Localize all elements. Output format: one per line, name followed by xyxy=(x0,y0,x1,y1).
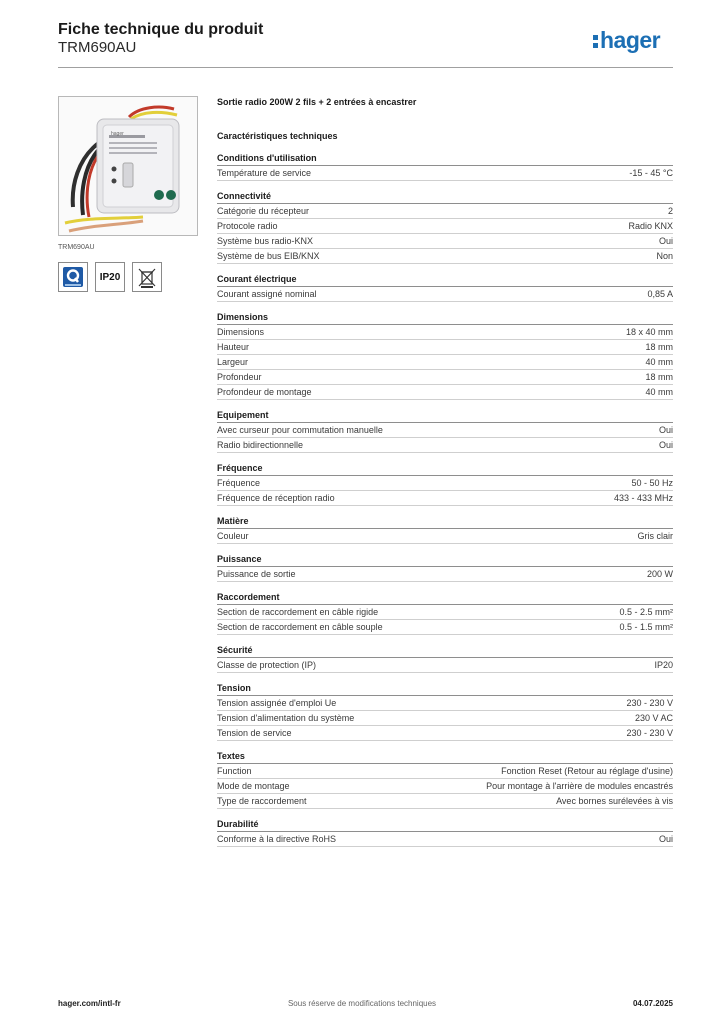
spec-value: 40 mm xyxy=(645,387,673,397)
section-title: Dimensions xyxy=(217,311,673,325)
spec-row xyxy=(217,529,673,544)
spec-section xyxy=(217,462,673,506)
spec-row xyxy=(217,794,673,809)
spec-label: Tension de service xyxy=(217,728,292,738)
technical-characteristics-heading: Caractéristiques techniques xyxy=(217,131,338,141)
spec-label: Avec curseur pour commutation manuelle xyxy=(217,425,383,435)
footer-website: hager.com/intl-fr xyxy=(58,999,121,1008)
section-title: Textes xyxy=(217,750,673,764)
spec-value: 0,85 A xyxy=(647,289,673,299)
spec-value: 40 mm xyxy=(645,357,673,367)
spec-row xyxy=(217,658,673,673)
spec-value: 50 - 50 Hz xyxy=(631,478,673,488)
spec-label: Système bus radio-KNX xyxy=(217,236,314,246)
spec-row xyxy=(217,726,673,741)
spec-row xyxy=(217,325,673,340)
product-image xyxy=(58,96,198,236)
spec-row xyxy=(217,166,673,181)
spec-label: Radio bidirectionnelle xyxy=(217,440,304,450)
image-caption: TRM690AU xyxy=(58,244,95,251)
footer-date: 04.07.2025 xyxy=(632,999,673,1008)
spec-label: Function xyxy=(217,766,252,776)
spec-label: Classe de protection (IP) xyxy=(217,660,317,670)
section-title: Fréquence xyxy=(217,462,673,476)
image-brand-label: hager xyxy=(111,131,124,137)
spec-sections xyxy=(217,152,673,847)
section-title: Matière xyxy=(217,515,673,529)
spec-value: Non xyxy=(656,251,673,261)
spec-row xyxy=(217,370,673,385)
certification-badges xyxy=(58,262,162,292)
spec-row xyxy=(217,355,673,370)
spec-label: Catégorie du récepteur xyxy=(217,206,310,216)
spec-label: Profondeur de montage xyxy=(217,387,312,397)
spec-section xyxy=(217,409,673,453)
spec-label: Dimensions xyxy=(217,327,265,337)
spec-section xyxy=(217,553,673,582)
spec-label: Couleur xyxy=(217,531,249,541)
spec-label: Système de bus EIB/KNX xyxy=(217,251,320,261)
spec-row xyxy=(217,491,673,506)
product-reference: TRM690AU xyxy=(58,39,137,56)
spec-value: 200 W xyxy=(646,569,673,579)
spec-section xyxy=(217,190,673,264)
spec-row xyxy=(217,438,673,453)
spec-value: -15 - 45 °C xyxy=(629,168,673,178)
spec-label: Tension d'alimentation du système xyxy=(217,713,355,723)
spec-value: Oui xyxy=(658,834,673,844)
spec-value: 2 xyxy=(667,206,673,216)
spec-row xyxy=(217,605,673,620)
spec-value: 18 mm xyxy=(645,372,673,382)
spec-value: 433 - 433 MHz xyxy=(613,493,673,503)
spec-row xyxy=(217,219,673,234)
spec-value: Oui xyxy=(658,440,673,450)
spec-section xyxy=(217,644,673,673)
section-title: Tension xyxy=(217,682,673,696)
spec-section xyxy=(217,515,673,544)
spec-row xyxy=(217,340,673,355)
spec-label: Température de service xyxy=(217,168,312,178)
spec-row xyxy=(217,711,673,726)
spec-section xyxy=(217,750,673,809)
spec-row xyxy=(217,567,673,582)
spec-label: Hauteur xyxy=(217,342,250,352)
footer-notice: Sous réserve de modifications techniques xyxy=(287,999,437,1008)
spec-label: Fréquence xyxy=(217,478,261,488)
product-description: Sortie radio 200W 2 fils + 2 entrées à encastrer xyxy=(217,97,417,107)
section-title: Conditions d'utilisation xyxy=(217,152,673,166)
spec-section xyxy=(217,818,673,847)
section-title: Equipement xyxy=(217,409,673,423)
section-title: Durabilité xyxy=(217,818,673,832)
spec-label: Section de raccordement en câble souple xyxy=(217,622,383,632)
section-title: Courant électrique xyxy=(217,273,673,287)
spec-row xyxy=(217,476,673,491)
spec-value: 18 x 40 mm xyxy=(625,327,673,337)
ip20-badge: IP20 xyxy=(95,262,125,292)
spec-row xyxy=(217,779,673,794)
section-title: Raccordement xyxy=(217,591,673,605)
spec-value: IP20 xyxy=(654,660,673,670)
hager-logo xyxy=(593,27,660,53)
spec-value: Pour montage à l'arrière de modules encastrés xyxy=(486,781,673,791)
spec-label: Type de raccordement xyxy=(217,796,307,806)
spec-value: 0.5 - 1.5 mm² xyxy=(619,622,673,632)
spec-value: Avec bornes surélevées à vis xyxy=(556,796,673,806)
spec-value: 230 - 230 V xyxy=(626,728,673,738)
spec-row xyxy=(217,385,673,400)
spec-label: Puissance de sortie xyxy=(217,569,296,579)
spec-value: Fonction Reset (Retour au réglage d'usine) xyxy=(501,766,673,776)
logo-text: hager xyxy=(600,27,661,53)
section-title: Connectivité xyxy=(217,190,673,204)
logo-dots-icon xyxy=(593,32,599,49)
spec-label: Profondeur xyxy=(217,372,262,382)
spec-label: Tension assignée d'emploi Ue xyxy=(217,698,337,708)
weee-bin-icon xyxy=(132,262,162,292)
spec-section xyxy=(217,273,673,302)
spec-row xyxy=(217,287,673,302)
spec-value: Oui xyxy=(658,425,673,435)
section-title: Sécurité xyxy=(217,644,673,658)
spec-label: Section de raccordement en câble rigide xyxy=(217,607,379,617)
spec-section xyxy=(217,591,673,635)
spec-value: Gris clair xyxy=(637,531,673,541)
spec-value: 230 - 230 V xyxy=(626,698,673,708)
spec-section xyxy=(217,152,673,181)
spec-row xyxy=(217,234,673,249)
spec-value: 18 mm xyxy=(645,342,673,352)
spec-row xyxy=(217,764,673,779)
qualite-icon xyxy=(58,262,88,292)
spec-row xyxy=(217,204,673,219)
spec-value: 0.5 - 2.5 mm² xyxy=(619,607,673,617)
spec-value: 230 V AC xyxy=(634,713,673,723)
spec-label: Mode de montage xyxy=(217,781,290,791)
spec-row xyxy=(217,696,673,711)
spec-value: Radio KNX xyxy=(628,221,673,231)
spec-section xyxy=(217,682,673,741)
spec-label: Courant assigné nominal xyxy=(217,289,317,299)
section-title: Puissance xyxy=(217,553,673,567)
spec-value: Oui xyxy=(658,236,673,246)
spec-row xyxy=(217,249,673,264)
spec-row xyxy=(217,832,673,847)
document-title: Fiche technique du produit xyxy=(58,21,264,38)
spec-row xyxy=(217,620,673,635)
header-divider xyxy=(58,67,673,68)
spec-label: Fréquence de réception radio xyxy=(217,493,335,503)
spec-label: Protocole radio xyxy=(217,221,278,231)
specifications-panel xyxy=(217,96,673,847)
spec-section xyxy=(217,311,673,400)
spec-row xyxy=(217,423,673,438)
spec-label: Conforme à la directive RoHS xyxy=(217,834,337,844)
spec-label: Largeur xyxy=(217,357,249,367)
